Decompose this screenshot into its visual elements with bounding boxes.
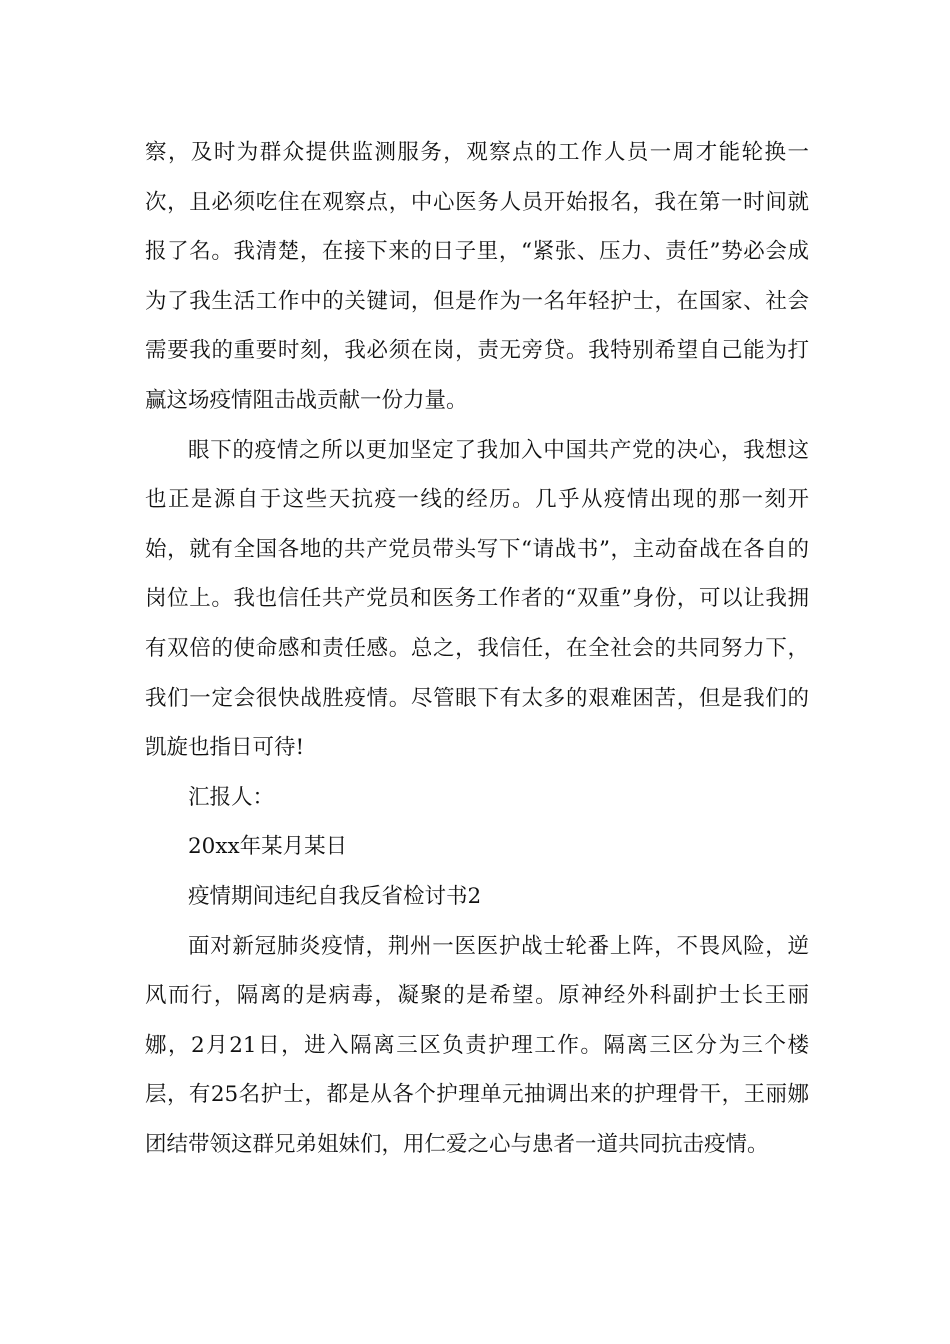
reporter-label: 汇报人： bbox=[188, 784, 275, 810]
paragraph-continuation: 察，及时为群众提供监测服务，观察点的工作人员一周才能轮换一次，且必须吃住在观察点，中心医务人员开始报名，我在第一时间就报了名。我清楚，在接下来的日子里，“紧张、压力、责任”势必会成为了我生活工作中的关键词，但是作为一名年轻护士，在国家、社会需要我的重要时刻，我必须在岗，责无旁贷。我特别希望自己能为打赢这场疫情阻击战贡献一份力量。 bbox=[145, 140, 809, 413]
report-date: 20xx年某月某日 bbox=[188, 834, 348, 860]
document-body bbox=[145, 128, 809, 1169]
section-title: 疫情期间违纪自我反省检讨书2 bbox=[188, 883, 482, 909]
paragraph-decision: 眼下的疫情之所以更加坚定了我加入中国共产党的决心，我想这也正是源自于这些天抗疫一线的经历。几乎从疫情出现的那一刻开始，就有全国各地的共产党员带头写下“请战书”，主动奋战在各自的岗位上。我也信任共产党员和医务工作者的“双重”身份，可以让我拥有双倍的使命感和责任感。总之，我信任，在全社会的共同努力下，我们一定会很快战胜疫情。尽管眼下有太多的艰难困苦，但是我们的凯旋也指日可待! bbox=[145, 437, 809, 761]
paragraph-closing: 面对新冠肺炎疫情，荆州一医医护战士轮番上阵，不畏风险，逆风而行，隔离的是病毒，凝聚的是希望。原神经外科副护士长王丽娜，2月21日，进入隔离三区负责护理工作。隔离三区分为三个楼层，有25名护士，都是从各个护理单元抽调出来的护理骨干，王丽娜团结带领这群兄弟姐妹们，用仁爱之心与患者一道共同抗击疫情。 bbox=[145, 933, 809, 1157]
